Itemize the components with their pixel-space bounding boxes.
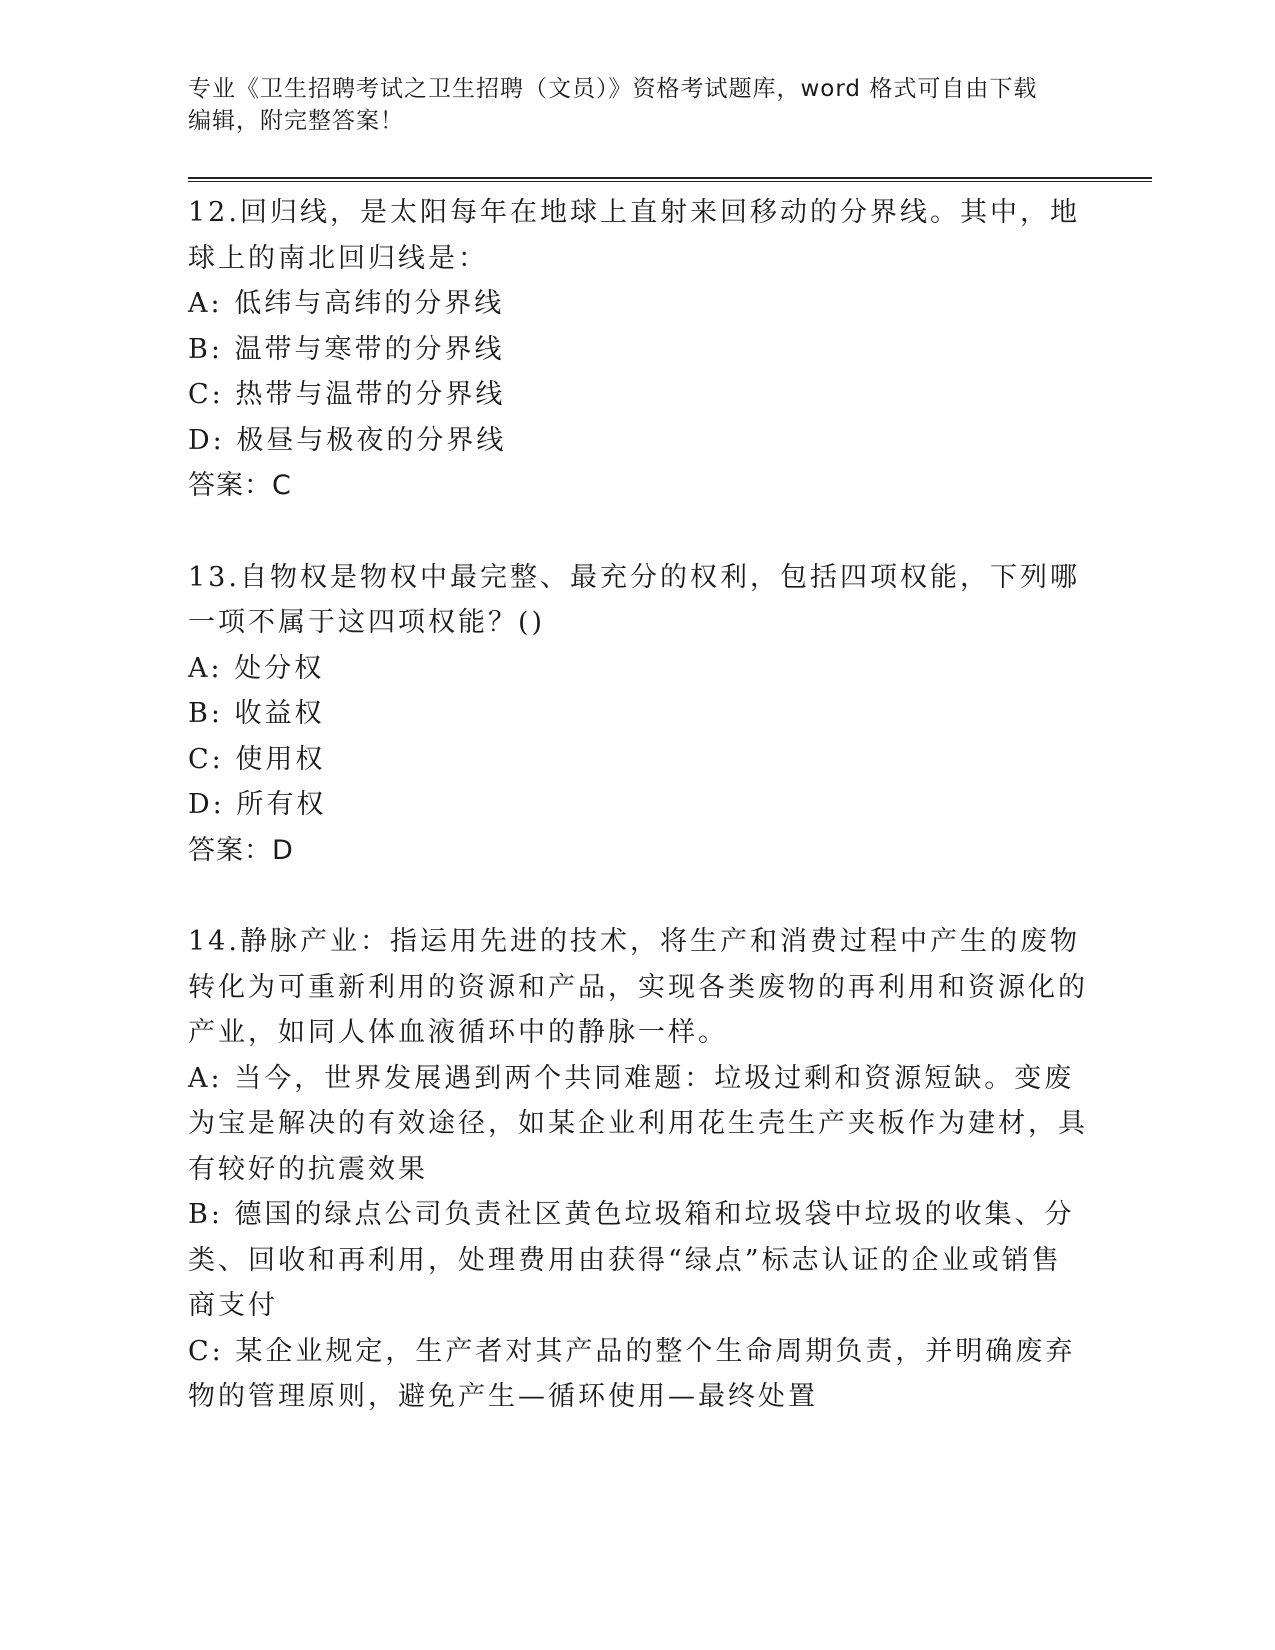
question-list — [188, 190, 1088, 1466]
option-b: B: 温带与寒带的分界线 — [188, 333, 505, 365]
answer-line: 答案：D — [188, 834, 294, 866]
option-c: C: 某企业规定，生产者对其产品的整个生命周期负责，并明确废弃物的管理原则，避免产生—循环使用—最终处置 — [188, 1335, 1076, 1412]
option-a: A: 低纬与高纬的分界线 — [188, 288, 505, 319]
option-a: A: 处分权 — [188, 652, 325, 684]
answer-line: 答案：C — [188, 470, 292, 501]
header-line-1: 专业《卫生招聘考试之卫生招聘（文员）》资格考试题库，word 格式可自由下载 — [188, 76, 1038, 102]
header-line-2: 编辑，附完整答案！ — [188, 108, 404, 134]
question-stem: 12.回归线，是太阳每年在地球上直射来回移动的分界线。其中，地球上的南北回归线是： — [188, 197, 1080, 274]
option-d: D: 所有权 — [188, 789, 327, 820]
question-13 — [188, 555, 1088, 874]
header-divider — [188, 177, 1152, 182]
option-a: A: 当今，世界发展遇到两个共同难题：垃圾过剩和资源短缺。变废为宝是解决的有效途径，如某企业利用花生壳生产夹板作为建材，具有较好的抗震效果 — [188, 1062, 1088, 1185]
option-c: C: 热带与温带的分界线 — [188, 379, 506, 410]
document-header — [188, 73, 1088, 137]
option-b: B: 德国的绿点公司负责社区黄色垃圾箱和垃圾袋中垃圾的收集、分类、回收和再利用，处理费用由获得“绿点”标志认证的企业或销售商支付 — [188, 1199, 1075, 1321]
question-stem: 13.自物权是物权中最完整、最充分的权利，包括四项权能，下列哪一项不属于这四项权能？() — [188, 561, 1080, 638]
option-c: C: 使用权 — [188, 743, 326, 775]
question-14 — [188, 919, 1088, 1420]
option-d: D: 极昼与极夜的分界线 — [188, 424, 507, 456]
question-stem: 14.静脉产业：指运用先进的技术，将生产和消费过程中产生的废物转化为可重新利用的资源和产品，实现各类废物的再利用和资源化的产业，如同人体血液循环中的静脉一样。 — [188, 926, 1088, 1048]
question-12 — [188, 190, 1088, 509]
option-b: B: 收益权 — [188, 698, 325, 729]
